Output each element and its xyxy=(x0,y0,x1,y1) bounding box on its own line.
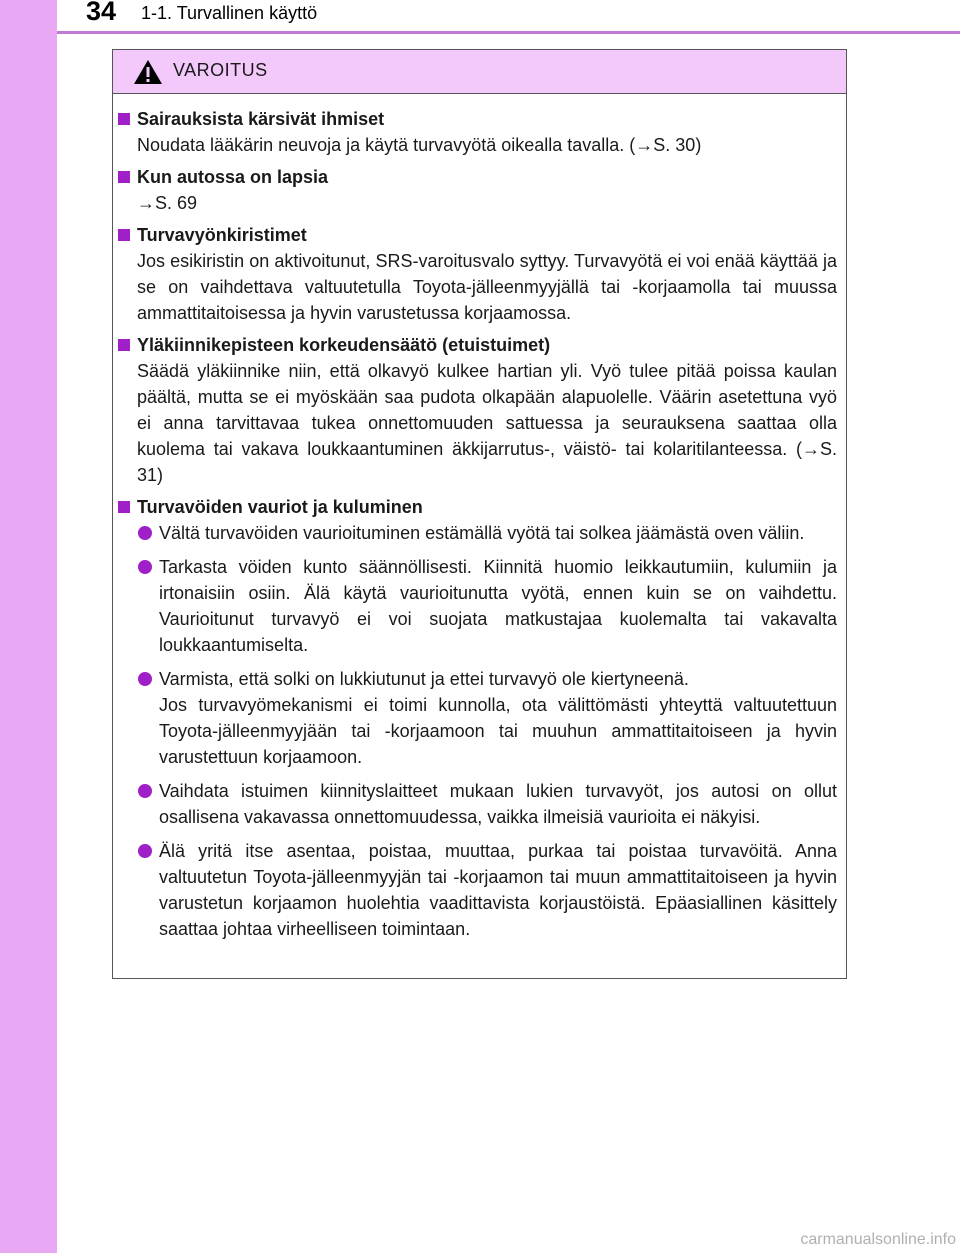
warning-header xyxy=(113,50,846,94)
section-text: Jos esikiristin on aktivoitunut, SRS-varoitusvalo syttyy. Turvavyötä ei voi enää käyttää ja se on vaihdettava valtuutetulla Toyota-jälleenmyyjällä tai -korjaamolla tai muussa ammattitaitoisessa ja hyvin varustetussa korjaamossa. xyxy=(137,251,837,323)
list-item-text: Älä yritä itse asentaa, poistaa, muuttaa, purkaa tai poistaa turvavöitä. Anna valtuutetun Toyota-jälleenmyyjän tai -korjaamon tai muun ammattitaitoiseen ja hyvin varustetun korjaamon huolehtia vaadittavista korjaustöistä. Epäasiallinen käsittely saattaa johtaa virheelliseen toimintaan. xyxy=(159,841,837,939)
section-kiristimet xyxy=(113,222,846,326)
list-item xyxy=(113,554,846,658)
round-bullet-icon xyxy=(138,560,152,574)
list-item-text: Varmista, että solki on lukkiutunut ja ettei turvavyö ole kiertyneenä. xyxy=(159,669,689,689)
square-bullet-icon xyxy=(118,229,130,241)
section-title-text: Sairauksista kärsivät ihmiset xyxy=(137,109,385,129)
section-text: →S. 69 xyxy=(137,193,198,213)
warning-body xyxy=(113,106,846,950)
chapter-title: 1-1. Turvallinen käyttö xyxy=(141,3,318,23)
header-rule xyxy=(57,31,960,34)
warning-label: VAROITUS xyxy=(173,60,268,80)
list-item xyxy=(113,520,846,546)
list-item-text: Tarkasta vöiden kunto säännöllisesti. Kiinnitä huomio leikkautumiin, kulumiin ja irtonaisiin osiin. Älä käytä vaurioitunutta vyötä, ennen kuin se on vaihdettu. Vaurioitunut turvavyö ei voi suojata matkustajaa kuolemalta tai vakavalta loukkaantumiselta. xyxy=(159,557,837,655)
section-text: Säädä yläkiinnike niin, että olkavyö kulkee hartian yli. Vyö tulee pitää poissa kaulan päältä, mutta se ei myöskään saa pudota olkapään alapuolelle. Väärin asetettuna vyö ei anna tarvittavaa tukea onnettomuuden sattuessa ja seurauksena saattaa olla kuolema tai vakava loukkaantuminen äkkijarrutus-, väistö- tai kolaritilanteessa. (→S. 31) xyxy=(137,361,837,485)
round-bullet-icon xyxy=(138,784,152,798)
round-bullet-icon xyxy=(138,672,152,686)
section-lapset xyxy=(113,164,846,216)
list-item xyxy=(113,778,846,830)
list-item-text: Vaihdata istuimen kiinnityslaitteet mukaan lukien turvavyöt, jos autosi on ollut osallisena vakavassa onnettomuudessa, vaikka ilmeisiä vaurioita ei näkyisi. xyxy=(159,781,837,827)
section-vauriot xyxy=(113,494,846,942)
section-title xyxy=(113,494,846,520)
section-title xyxy=(113,106,846,132)
page-number: 34 xyxy=(86,0,117,26)
square-bullet-icon xyxy=(118,339,130,351)
page-header xyxy=(0,0,960,30)
section-title-text: Turvavöiden vauriot ja kuluminen xyxy=(137,497,423,517)
warning-box xyxy=(112,49,847,979)
section-title xyxy=(113,332,846,358)
section-sairaudet xyxy=(113,106,846,158)
section-title-text: Kun autossa on lapsia xyxy=(137,167,329,187)
section-ylakiinnike xyxy=(113,332,846,488)
section-title-text: Yläkiinnikepisteen korkeudensäätö (etuistuimet) xyxy=(137,335,551,355)
side-strip xyxy=(0,0,57,1253)
section-title xyxy=(113,164,846,190)
list-item xyxy=(113,666,846,770)
square-bullet-icon xyxy=(118,501,130,513)
section-text: Noudata lääkärin neuvoja ja käytä turvavyötä oikealla tavalla. (→S. 30) xyxy=(137,135,702,155)
section-title-text: Turvavyönkiristimet xyxy=(137,225,307,245)
list-item-subtext: Jos turvavyömekanismi ei toimi kunnolla, ota välittömästi yhteyttä valtuutettuun Toyota-jälleenmyyjään tai -korjaamoon tai muuhun ammattitaitoiseen ja hyvin varustettuun korjaamoon. xyxy=(159,695,837,767)
list-item-text: Vältä turvavöiden vaurioituminen estämällä vyötä tai solkea jäämästä oven väliin. xyxy=(159,523,805,543)
round-bullet-icon xyxy=(138,844,152,858)
watermark: carmanualsonline.info xyxy=(800,1231,956,1248)
section-title xyxy=(113,222,846,248)
square-bullet-icon xyxy=(118,171,130,183)
warning-triangle-icon xyxy=(133,59,163,85)
square-bullet-icon xyxy=(118,113,130,125)
round-bullet-icon xyxy=(138,526,152,540)
list-item xyxy=(113,838,846,942)
